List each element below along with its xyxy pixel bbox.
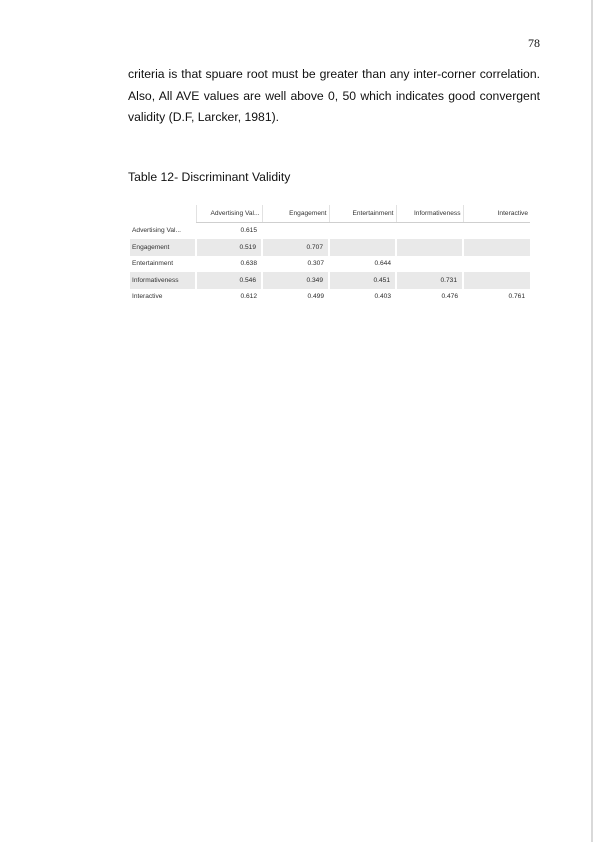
table-cell xyxy=(396,256,463,273)
table-cell: 0.644 xyxy=(374,260,391,268)
table-row xyxy=(130,256,530,273)
table-cell: 0.761 xyxy=(508,293,525,301)
table-corner-cell xyxy=(130,205,196,222)
table-cell: 0.546 xyxy=(196,272,262,289)
table-header-row xyxy=(130,205,530,222)
table-cell: 0.499 xyxy=(307,293,324,301)
table-cell xyxy=(396,222,463,239)
column-header: Entertainment xyxy=(329,205,396,222)
table-cell: 0.519 xyxy=(196,239,262,256)
table-cell xyxy=(329,239,396,256)
table-cell: 0.349 xyxy=(262,272,329,289)
table-cell xyxy=(463,222,530,239)
table-cell xyxy=(463,272,530,289)
table-row xyxy=(130,239,530,256)
paragraph-line: validity (D.F, Larcker, 1981). xyxy=(128,110,280,124)
table-cell: 0.307 xyxy=(307,260,324,268)
column-header: Engagement xyxy=(262,205,329,222)
row-header: Advertising Val... xyxy=(132,227,181,234)
table-cell xyxy=(463,256,530,273)
body-paragraph xyxy=(128,64,540,129)
table-row xyxy=(130,289,530,306)
discriminant-validity-table xyxy=(130,205,530,305)
column-header: Advertising Val... xyxy=(196,205,262,222)
table-cell: 0.615 xyxy=(240,227,257,235)
table-row xyxy=(130,272,530,289)
row-header: Entertainment xyxy=(132,260,174,268)
page-number: 78 xyxy=(528,36,540,50)
column-header: Interactive xyxy=(463,205,530,222)
table-cell: 0.612 xyxy=(240,293,257,301)
table-row xyxy=(130,222,530,239)
paragraph-line: criteria is that spuare root must be greater than any inter-corner correlation. xyxy=(128,67,540,81)
table-cell xyxy=(262,222,329,239)
table-cell: 0.451 xyxy=(329,272,396,289)
table-cell xyxy=(463,239,530,256)
table-caption: Table 12- Discriminant Validity xyxy=(128,170,291,184)
table-cell: 0.403 xyxy=(374,293,391,301)
paragraph-line: Also, All AVE values are well above 0, 50 which indicates good convergent xyxy=(128,88,540,103)
table-cell: 0.707 xyxy=(262,239,329,256)
row-header: Engagement xyxy=(130,239,196,256)
table-cell: 0.638 xyxy=(240,260,257,268)
table-cell: 0.476 xyxy=(441,293,458,301)
table-cell xyxy=(329,222,396,239)
column-header: Informativeness xyxy=(396,205,463,222)
row-header: Informativeness xyxy=(130,272,196,289)
table-cell xyxy=(396,239,463,256)
row-header: Interactive xyxy=(132,293,163,301)
table-cell: 0.731 xyxy=(396,272,463,289)
